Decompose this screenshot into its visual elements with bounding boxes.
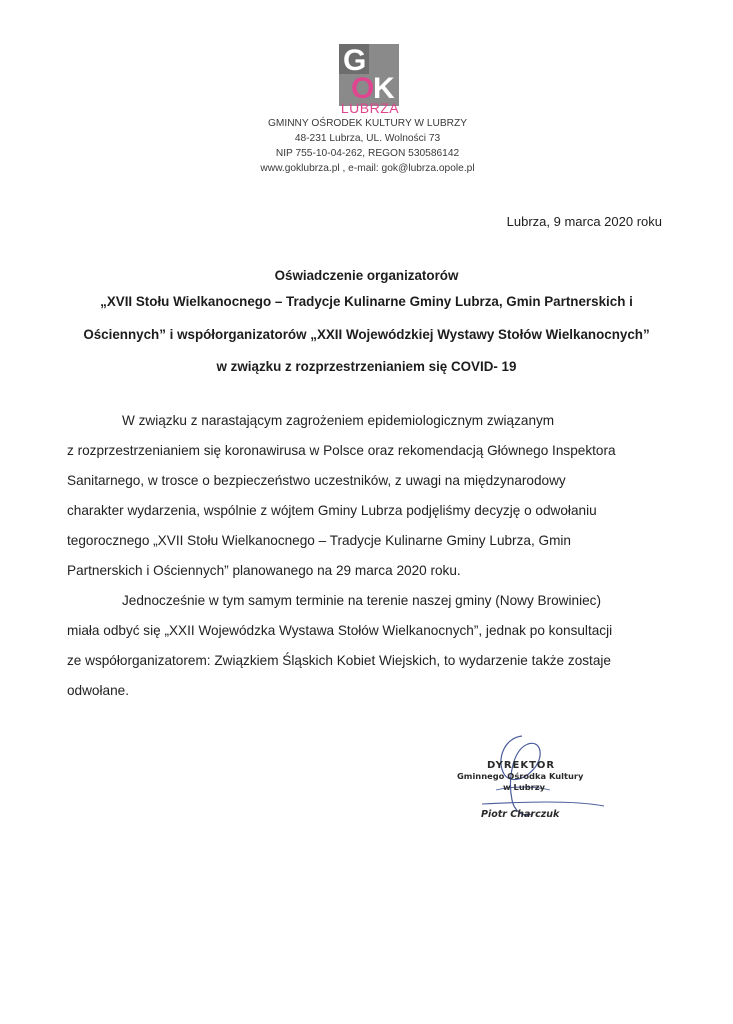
svg-text:K: K — [373, 72, 395, 105]
paragraph-1-line: W związku z narastającym zagrożeniem epidemiologicznym związanym — [122, 413, 555, 428]
paragraph-1-line: tegorocznego „XVII Stołu Wielkanocnego – Tradycje Kulinarne Gminy Lubrza, Gmin — [67, 533, 571, 548]
signature-name: Piotr Charczuk — [481, 809, 560, 820]
paragraph-2-line: ze współorganizatorem: Związkiem Śląskich Kobiet Wiejskich, to wydarzenie także zostaje — [67, 653, 611, 668]
paragraph-1-line: charakter wydarzenia, wspólnie z wójtem Gminy Lubrza podjęliśmy decyzję o odwołaniu — [67, 503, 597, 518]
signature-institution: Gminnego Ośrodka Kultury — [457, 771, 584, 781]
paragraph-1-line: z rozprzestrzenianiem się koronawirusa w Polsce oraz rekomendacją Głównego Inspektora — [67, 443, 616, 458]
paragraph-1-line: Sanitarnego, w trosce o bezpieczeństwo uczestników, z uwagi na międzynarodowy — [67, 473, 566, 488]
svg-text:G: G — [343, 44, 367, 77]
title-line-4: w związku z rozprzestrzenianiem się COVID- 19 — [216, 359, 517, 374]
org-ids: NIP 755-10-04-262, REGON 530586142 — [275, 148, 460, 159]
logo-place-name: LUBRZA — [340, 100, 400, 116]
paragraph-1-line: Partnerskich i Ościennych” planowanego na 29 marca 2020 roku. — [67, 563, 461, 578]
title-line-3: Ościennych” i współorganizatorów „XXII Wojewódzkiej Wystawy Stołów Wielkanocnych” — [83, 327, 650, 342]
paragraph-2-line: Jednocześnie w tym samym terminie na terenie naszej gminy (Nowy Browiniec) — [122, 593, 601, 608]
document-date: Lubrza, 9 marca 2020 roku — [506, 214, 662, 229]
paragraph-2-line: odwołane. — [67, 683, 129, 698]
signature-place: w Lubrzy — [503, 782, 546, 792]
document-title: Oświadczenie organizatorów — [274, 268, 459, 283]
paragraph-2-line: miała odbyć się „XXII Wojewódzka Wystawa Stołów Wielkanocnych”, jednak po konsultacji — [67, 623, 613, 638]
org-contact: www.goklubrza.pl , e-mail: gok@lubrza.opole.pl — [260, 163, 475, 174]
org-address: 48-231 Lubrza, UL. Wolności 73 — [294, 133, 441, 144]
title-line-2: „XVII Stołu Wielkanocnego – Tradycje Kulinarne Gminy Lubrza, Gmin Partnerskich i — [100, 294, 633, 309]
svg-text:O: O — [351, 72, 375, 105]
signature-title: DYREKTOR — [487, 760, 556, 771]
org-name: GMINNY OŚRODEK KULTURY W LUBRZY — [267, 118, 468, 129]
